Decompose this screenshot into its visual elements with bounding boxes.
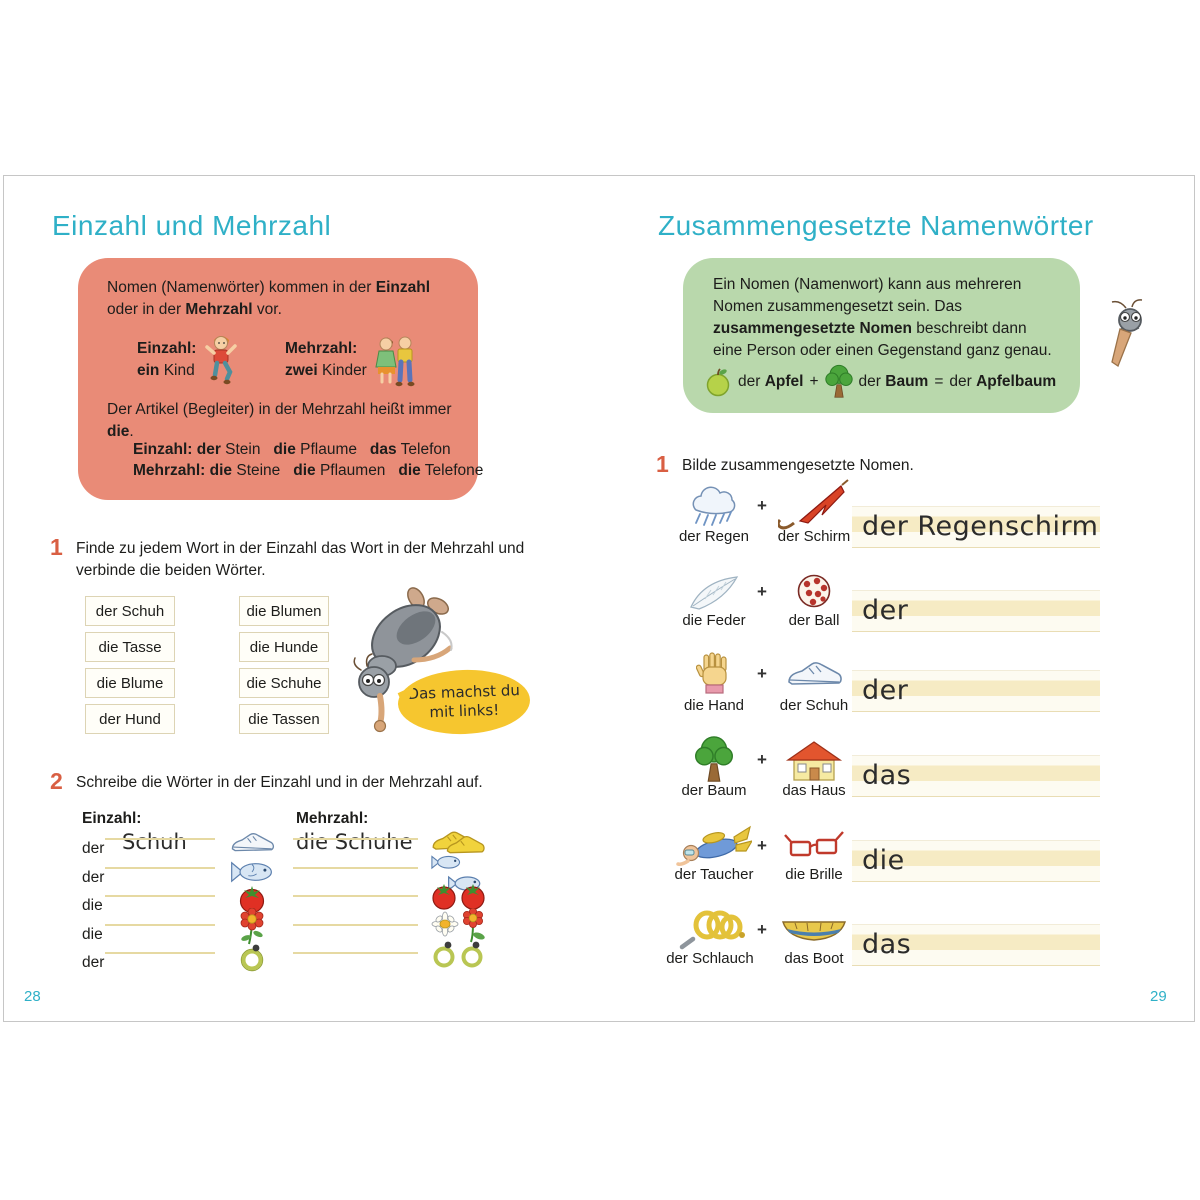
info-intro: Ein Nomen (Namenwort) kann aus mehreren Nomen zusammengesetzt sein. Das zusammengesetzte Nomen beschreibt dann eine Person oder einen Gegenstand ganz genau.	[713, 276, 1052, 359]
word1-label: der Regen	[678, 528, 750, 545]
plus-sign: +	[757, 664, 767, 683]
tree-icon	[825, 364, 853, 400]
ring-icon	[226, 942, 278, 972]
mehrzahl-label: Mehrzahl:	[285, 340, 358, 357]
word-box-plural[interactable]: die Tassen	[239, 704, 329, 734]
word1-label: der Baum	[681, 782, 747, 799]
article-label: der	[82, 954, 105, 971]
tree-icon	[680, 736, 748, 784]
word1-label: die Hand	[683, 697, 745, 714]
two-rings-icon	[428, 938, 490, 970]
article-label: die	[82, 926, 103, 943]
answer-text: der	[862, 595, 909, 626]
singular-write-line[interactable]	[105, 838, 215, 840]
answer-field[interactable]	[852, 506, 1100, 548]
hose-icon	[674, 906, 754, 952]
flower-icon	[226, 908, 278, 946]
speech-bubble: Das machst du mit links!	[397, 668, 531, 737]
info-intro: Nomen (Namenwörter) kommen in der Einzahl oder in der Mehrzahl vor.	[107, 279, 431, 318]
einzahl-label: Einzahl:	[137, 340, 197, 357]
examples-plural: Mehrzahl: die Steine die Pflaumen die Telefone	[133, 462, 484, 479]
two-children-icon	[374, 334, 418, 388]
examples-singular: Einzahl: der Stein die Pflaume das Telefon	[133, 441, 451, 458]
left-exercise1-number: 1	[50, 534, 63, 560]
left-exercise2-number: 2	[50, 768, 63, 794]
word2-label: der Ball	[788, 612, 840, 629]
plural-write-line[interactable]	[293, 838, 418, 840]
word1-label: der Taucher	[674, 866, 754, 883]
answer-text: das	[862, 760, 912, 791]
article-label: der	[82, 840, 105, 857]
plural-column-header: Mehrzahl:	[296, 810, 369, 827]
rain-cloud-icon	[680, 484, 748, 528]
word-box-plural[interactable]: die Schuhe	[239, 668, 329, 698]
plus-sign: +	[757, 920, 767, 939]
shoe-icon	[776, 652, 852, 698]
plus-sign: +	[757, 582, 767, 601]
mosquito-icon	[1106, 298, 1150, 370]
answer-text: der	[862, 675, 909, 706]
word-box-singular[interactable]: die Blume	[85, 668, 175, 698]
singular-write-line[interactable]	[105, 867, 215, 869]
tree-label: der Baum	[858, 373, 929, 390]
plus-sign: +	[809, 373, 819, 390]
answer-field[interactable]	[852, 840, 1100, 882]
left-exercise2-prompt: Schreibe die Wörter in der Einzahl und in der Mehrzahl auf.	[76, 774, 483, 791]
word-box-plural[interactable]: die Blumen	[239, 596, 329, 626]
einzahl-example: ein Kind	[137, 362, 195, 379]
answer-text: der Regenschirm	[862, 511, 1099, 542]
word-box-plural[interactable]: die Hunde	[239, 632, 329, 662]
word1-label: die Feder	[682, 612, 746, 629]
plural-write-line[interactable]	[293, 895, 418, 897]
word2-label: der Schirm	[777, 528, 851, 545]
right-exercise1-number: 1	[656, 451, 669, 477]
apple-icon	[704, 367, 732, 397]
word2-label: das Haus	[782, 782, 846, 799]
right-page-title: Zusammengesetzte Namenwörter	[658, 210, 1094, 241]
hand-icon	[680, 652, 748, 698]
article-rule: Der Artikel (Begleiter) in der Mehrzahl heißt immer die.	[107, 401, 452, 440]
plural-entry[interactable]: die Schuhe	[296, 830, 413, 854]
singular-write-line[interactable]	[105, 924, 215, 926]
plus-sign: +	[757, 750, 767, 769]
einzahl-example-block	[137, 338, 196, 382]
answer-text: die	[862, 845, 905, 876]
plural-write-line[interactable]	[293, 924, 418, 926]
umbrella-icon	[776, 482, 852, 528]
word2-label: die Brille	[785, 866, 843, 883]
fish-icon	[226, 860, 278, 884]
answer-field[interactable]	[852, 924, 1100, 966]
compound-formula	[704, 364, 1056, 400]
house-icon	[776, 738, 852, 784]
plural-write-line[interactable]	[293, 952, 418, 954]
sneaker-icon	[226, 830, 278, 857]
plus-sign: +	[757, 836, 767, 855]
singular-write-line[interactable]	[105, 952, 215, 954]
answer-text: das	[862, 929, 912, 960]
child-icon	[204, 334, 238, 386]
answer-field[interactable]	[852, 670, 1100, 712]
result-label: der Apfelbaum	[949, 373, 1057, 390]
article-label: der	[82, 869, 105, 886]
singular-column-header: Einzahl:	[82, 810, 142, 827]
mehrzahl-example: zwei Kinder	[285, 362, 367, 379]
right-exercise1-prompt: Bilde zusammengesetzte Nomen.	[682, 457, 914, 474]
word1-label: der Schlauch	[666, 950, 754, 967]
left-page-title: Einzahl und Mehrzahl	[52, 210, 332, 241]
answer-field[interactable]	[852, 590, 1100, 632]
right-page-number: 29	[1150, 988, 1167, 1005]
mehrzahl-example-block	[285, 338, 367, 382]
plus-sign: +	[757, 496, 767, 515]
left-info-box	[78, 258, 484, 500]
word-box-singular[interactable]: der Schuh	[85, 596, 175, 626]
equals-sign: =	[934, 373, 944, 390]
diver-icon	[674, 822, 754, 868]
word-box-singular[interactable]: die Tasse	[85, 632, 175, 662]
plural-write-line[interactable]	[293, 867, 418, 869]
singular-write-line[interactable]	[105, 895, 215, 897]
word2-label: das Boot	[784, 950, 844, 967]
answer-field[interactable]	[852, 755, 1100, 797]
article-label: die	[82, 897, 103, 914]
left-exercise1-prompt: Finde zu jedem Wort in der Einzahl das Wort in der Mehrzahl und verbinde die beiden Wörter.	[76, 540, 525, 580]
apple-label: der Apfel	[738, 373, 804, 390]
singular-entry[interactable]: Schuh	[122, 830, 187, 854]
boat-icon	[776, 910, 852, 950]
word-box-singular[interactable]: der Hund	[85, 704, 175, 734]
feather-icon	[680, 570, 748, 614]
word2-label: der Schuh	[779, 697, 849, 714]
left-page-number: 28	[24, 988, 41, 1005]
glasses-icon	[776, 824, 852, 868]
ball-icon	[776, 568, 852, 614]
